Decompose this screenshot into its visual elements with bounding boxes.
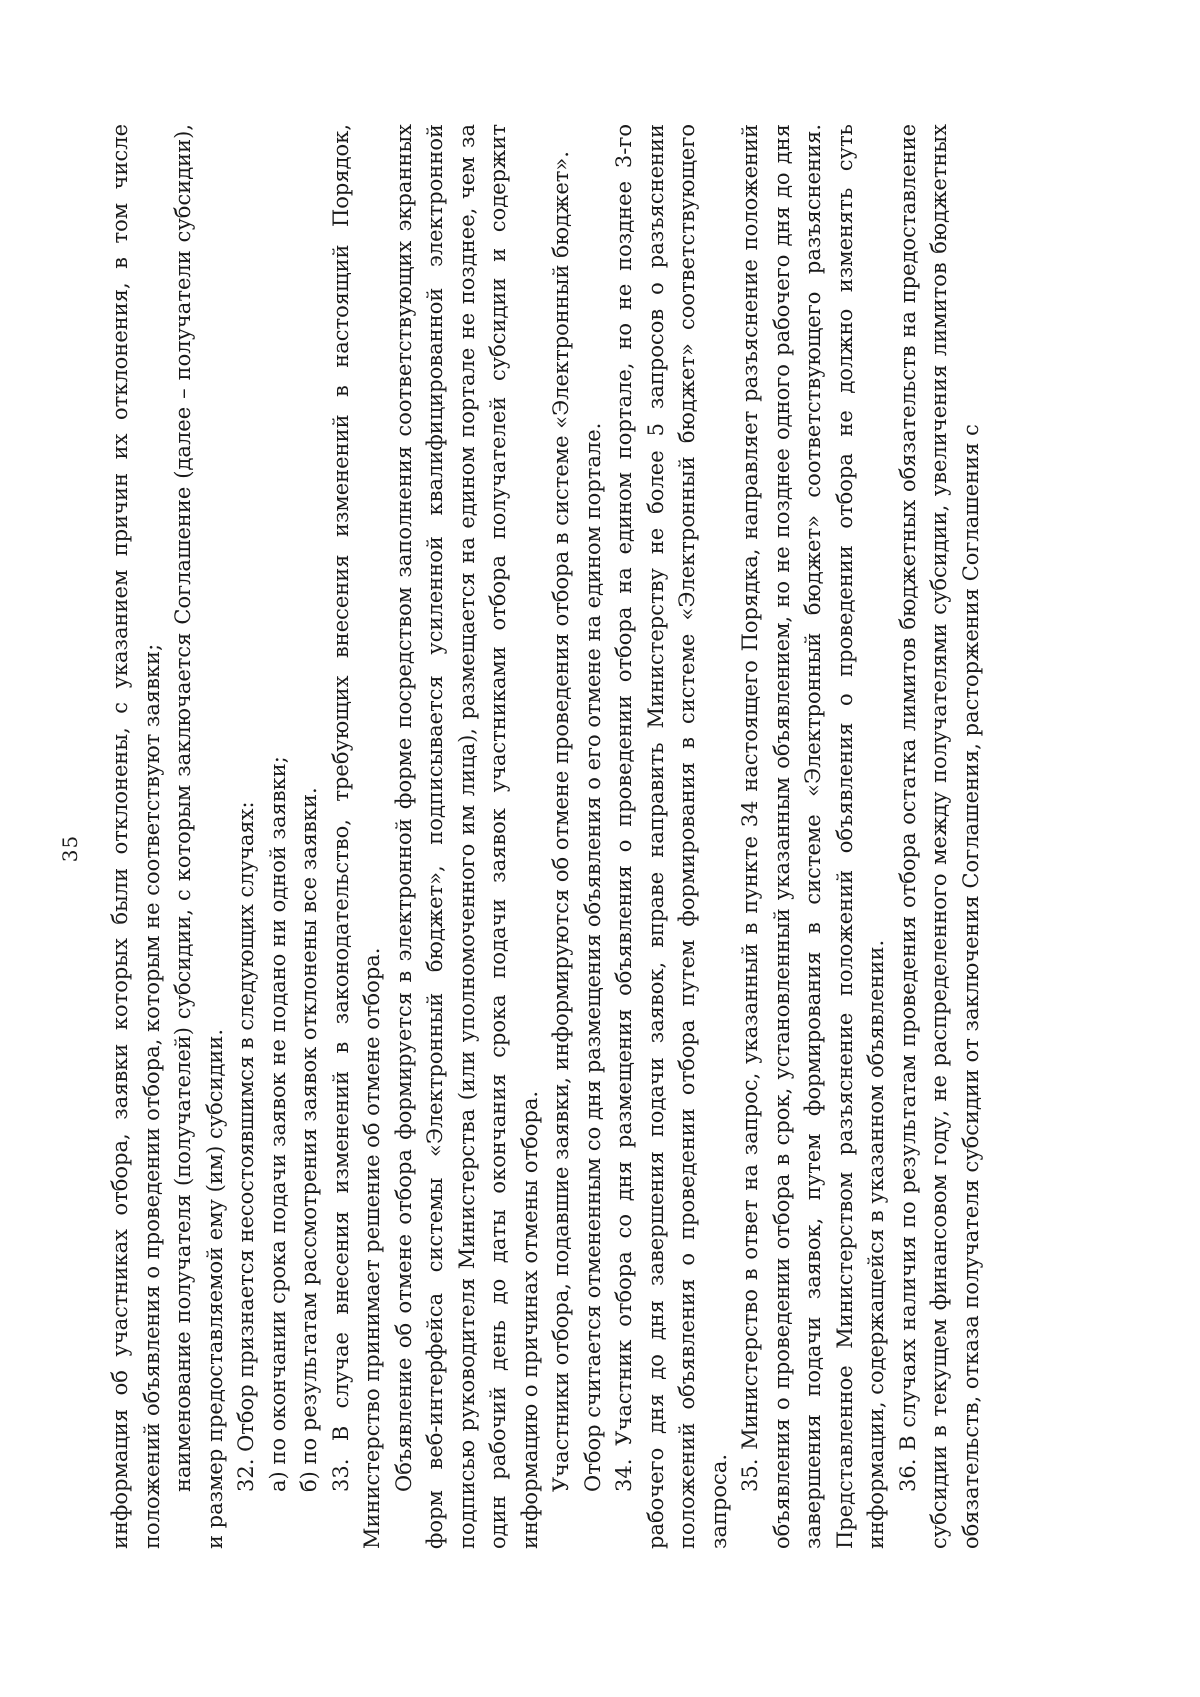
page-number: 35 — [58, 834, 82, 863]
paragraph-participants-informed: Участники отбора, подавшие заявки, информируются об отмене проведения отбора в системе «Электронный бюджет». — [549, 151, 573, 1492]
paragraph-item-32: 32. Отбор признается несостоявшимся в следующих случаях: — [234, 801, 258, 1492]
paragraph-item-33: 33. В случае внесения изменений в законодательство, требующих внесения изменений в настоящий Порядок, Министерство принимает решение об отмене отбора. — [328, 124, 384, 1549]
paragraph-item-32-a: а) по окончании срока подачи заявок не подано ни одной заявки; — [265, 756, 290, 1492]
paragraph-cancellation-notice: Объявление об отмене отбора формируется в электронной форме посредством заполнения соответствующих экранных форм веб-интерфейса системы «Электронный бюджет», подписывается усиленной квалифицированной электронной подписью руководителя Министерства (или уполномоченного им лица), размещается на едином портале не позднее, чем за один рабочий день до даты окончания срока подачи заявок участниками отбора получателей субсидии и содержит информацию о причинах отмены отбора. — [391, 124, 542, 1549]
paragraph-selection-cancelled: Отбор считается отмененным со дня размещения объявления о его отмене на едином портале. — [580, 422, 605, 1492]
paragraph-item-32-b: б) по результатам рассмотрения заявок отклонены все заявки. — [297, 787, 321, 1492]
document-body — [105, 124, 987, 1549]
paragraph-item-36: 36. В случаях наличия по результатам проведения отбора остатка лимитов бюджетных обязательств на предоставление субсидии в текущем финансовом году, не распределенного между получателями субсидии, увеличения лимитов бюджетных обязательств, отказа получателя субсидии от заключения Соглашения, расторжения Соглашения с — [895, 124, 983, 1549]
paragraph-rejected-participants-info: информация об участниках отбора, заявки которых были отклонены, с указанием причин их отклонения, в том числе положений объявления о проведении отбора, которым не соответствуют заявки; — [108, 124, 164, 1549]
paragraph-recipient-name: наименование получателя (получателей) субсидии, с которым заключается Соглашение (далее – получатели субсидии), и размер предоставляемой ему (им) субсидии. — [171, 124, 227, 1549]
paragraph-item-34: 34. Участник отбора со дня размещения объявления о проведении отбора на едином портале, но не позднее 3-го рабочего дня до дня завершения подачи заявок, вправе направить Министерству не более 5 запросов о разъяснении положений объявления о проведении отбора путем формирования в системе «Электронный бюджет» соответствующего запроса. — [612, 124, 731, 1549]
paragraph-item-35: 35. Министерство в ответ на запрос, указанный в пункте 34 настоящего Порядка, направляет разъяснение положений объявления о проведении отбора в срок, установленный указанным объявлением, но не позднее одного рабочего дня до дня завершения подачи заявок, путем формирования в системе «Электронный бюджет» соответствующего разъяснения. Представленное Министерством разъяснение положений объявления о проведении отбора не должно изменять суть информации, содержащейся в указанном объявлении. — [738, 124, 888, 1549]
